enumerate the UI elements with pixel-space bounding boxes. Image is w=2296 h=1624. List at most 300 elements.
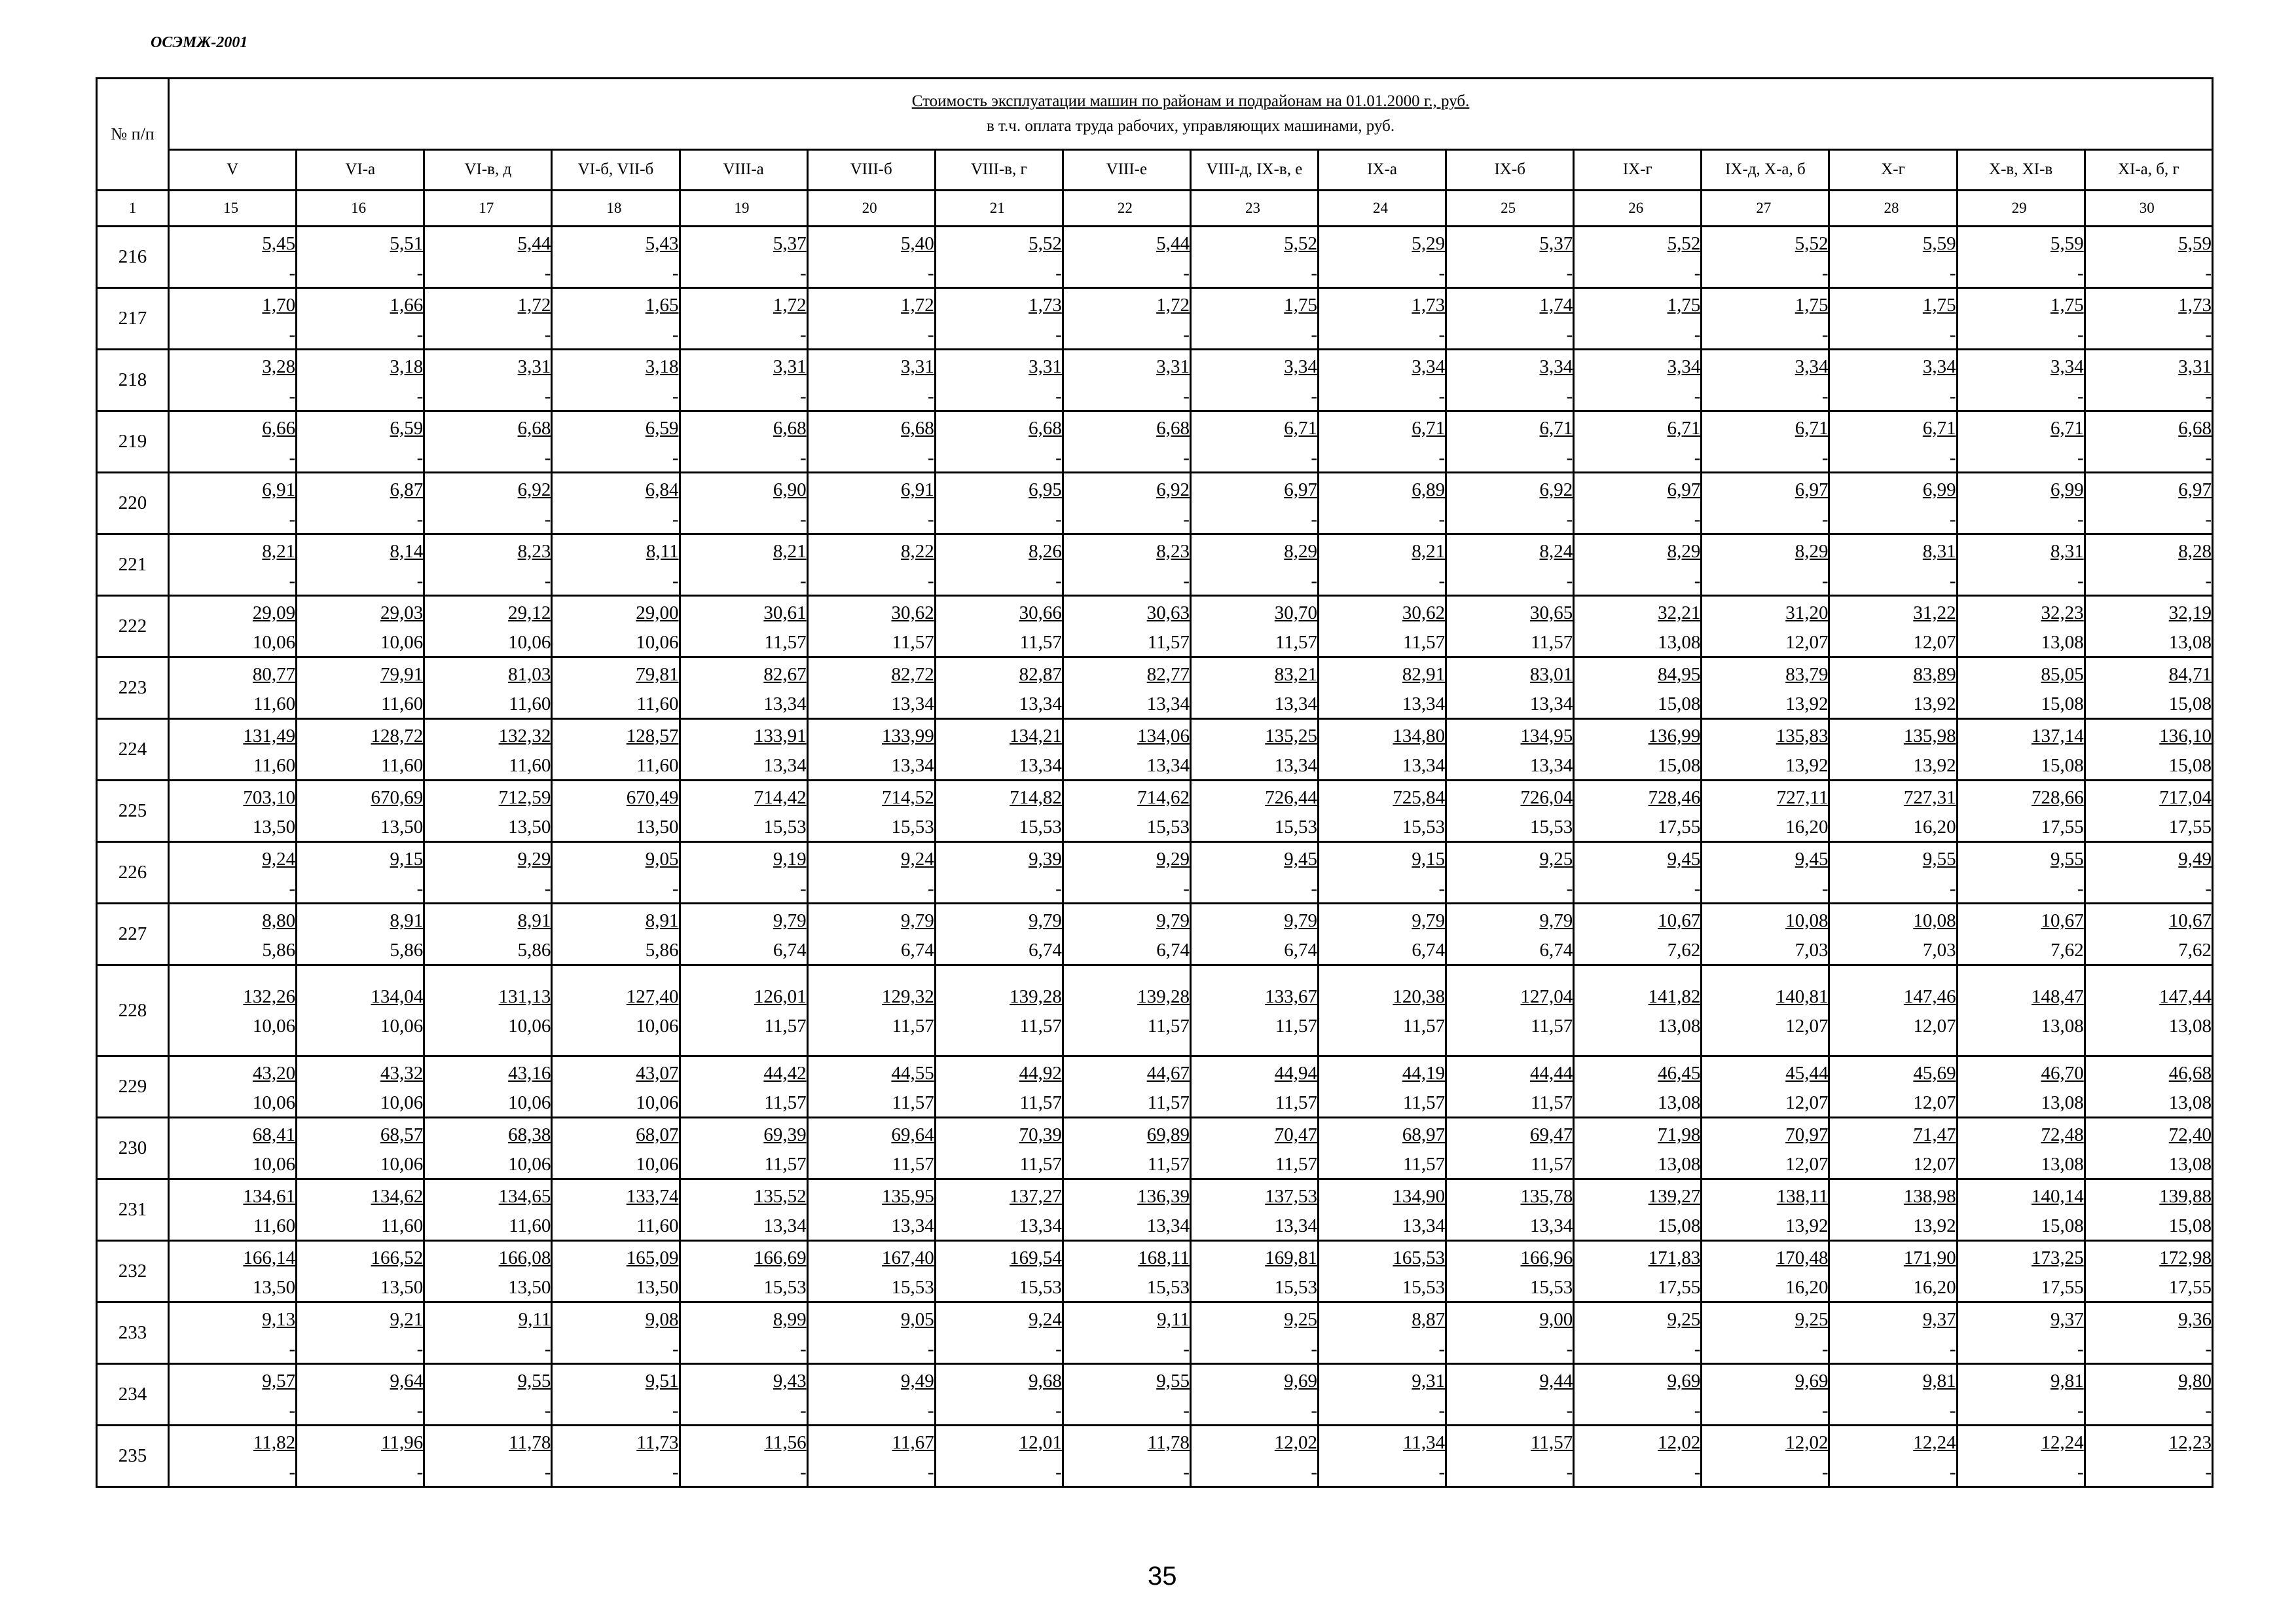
cost-cell (2085, 719, 2212, 781)
cost-cell (680, 1056, 807, 1118)
labor-cost: 13,34 (1019, 693, 1062, 714)
labor-cost: - (2077, 508, 2084, 530)
cost-cell (1574, 350, 1702, 411)
cost-cell (1063, 1241, 1190, 1302)
operation-cost: 3,18 (645, 356, 679, 377)
labor-cost: - (1055, 262, 1062, 284)
labor-cost: 15,53 (1402, 1276, 1446, 1298)
column-index: 17 (424, 191, 552, 227)
row-number: 234 (97, 1364, 169, 1426)
cost-cell (169, 965, 297, 1056)
cost-cell (1574, 1302, 1702, 1364)
cost-cell (1446, 1179, 1574, 1241)
cost-cell (1702, 1056, 1829, 1118)
table-row (97, 1056, 2213, 1118)
labor-cost: - (2077, 570, 2084, 591)
operation-cost: 70,97 (1785, 1124, 1829, 1145)
labor-cost: 11,57 (1275, 631, 1318, 653)
operation-cost: 1,72 (900, 294, 934, 316)
operation-cost: 30,70 (1274, 602, 1318, 623)
labor-cost: - (289, 447, 296, 468)
cost-cell (2085, 965, 2212, 1056)
cost-cell (1574, 411, 1702, 473)
cost-cell (552, 288, 680, 350)
cost-cell (807, 1302, 935, 1364)
table-row (97, 1179, 2213, 1241)
cost-cell (2085, 473, 2212, 534)
labor-cost: 13,34 (1402, 1215, 1446, 1236)
operation-cost: 136,10 (2159, 725, 2212, 747)
operation-cost: 82,87 (1019, 663, 1062, 685)
labor-cost: 6,74 (1539, 939, 1573, 961)
cost-cell (2085, 411, 2212, 473)
cost-cell (552, 411, 680, 473)
operation-cost: 9,69 (1667, 1370, 1701, 1392)
labor-cost: - (1438, 262, 1446, 284)
cost-cell (1063, 1179, 1190, 1241)
operation-cost: 11,78 (509, 1431, 551, 1453)
labor-cost: 11,57 (764, 1016, 807, 1037)
cost-cell (424, 842, 552, 904)
labor-cost: - (289, 262, 296, 284)
cost-cell (935, 781, 1063, 842)
operation-cost: 1,70 (262, 294, 296, 316)
cost-cell (807, 719, 935, 781)
operation-cost: 6,68 (900, 417, 934, 439)
operation-cost: 10,67 (2041, 910, 2084, 931)
operation-cost: 79,91 (380, 663, 424, 685)
cost-cell (1190, 1364, 1318, 1426)
cost-cell (680, 1179, 807, 1241)
cost-cell (1446, 534, 1574, 596)
labor-cost: 13,50 (380, 1276, 424, 1298)
cost-cell (935, 719, 1063, 781)
labor-cost: - (1183, 508, 1190, 530)
labor-cost: - (416, 508, 424, 530)
operation-cost: 5,37 (773, 232, 807, 254)
operation-cost: 43,07 (636, 1062, 679, 1084)
cost-cell (1574, 904, 1702, 965)
cost-cell (807, 288, 935, 350)
cost-cell (1063, 904, 1190, 965)
labor-cost: - (928, 1399, 934, 1421)
operation-cost: 9,79 (1029, 910, 1062, 931)
labor-cost: - (1055, 323, 1062, 345)
labor-cost: 11,57 (1019, 1153, 1062, 1175)
cost-cell (1446, 965, 1574, 1056)
region-header: VIII-д, IX-в, е (1190, 149, 1318, 190)
cost-cell (552, 1179, 680, 1241)
cost-cell (1190, 1118, 1318, 1179)
operation-cost: 30,62 (1402, 602, 1446, 623)
labor-cost: - (928, 1461, 934, 1483)
labor-cost: - (416, 1338, 424, 1359)
labor-cost: - (1438, 385, 1446, 407)
labor-cost: 11,57 (1019, 631, 1062, 653)
cost-cell (1190, 350, 1318, 411)
row-number: 230 (97, 1118, 169, 1179)
cost-cell (2085, 1364, 2212, 1426)
column-index: 15 (169, 191, 297, 227)
labor-cost: 11,57 (1531, 1153, 1573, 1175)
labor-cost: 12,07 (1785, 1153, 1829, 1175)
operation-cost: 3,31 (517, 356, 551, 377)
cost-cell (169, 411, 297, 473)
row-number: 228 (97, 965, 169, 1056)
cost-cell (1957, 1179, 2085, 1241)
labor-cost: 10,06 (508, 1153, 551, 1175)
cost-cell (680, 596, 807, 657)
operation-cost: 12,24 (1913, 1431, 1956, 1453)
operation-cost: 69,89 (1146, 1124, 1190, 1145)
labor-cost: - (799, 570, 807, 591)
operation-cost: 1,75 (1284, 294, 1318, 316)
labor-cost: - (544, 1461, 551, 1483)
labor-cost: - (1566, 1461, 1573, 1483)
operation-cost: 717,04 (2159, 786, 2212, 808)
labor-cost: 13,34 (763, 693, 807, 714)
cost-cell (680, 411, 807, 473)
labor-cost: 11,60 (509, 693, 551, 714)
operation-cost: 135,78 (1520, 1185, 1573, 1207)
labor-cost: 15,53 (763, 1276, 807, 1298)
operation-cost: 9,45 (1284, 848, 1318, 870)
operation-cost: 9,05 (645, 848, 679, 870)
operation-cost: 726,44 (1265, 786, 1318, 808)
cost-cell (297, 1118, 424, 1179)
labor-cost: 13,50 (380, 816, 424, 838)
operation-cost: 9,29 (517, 848, 551, 870)
labor-cost: - (416, 447, 424, 468)
labor-cost: 11,57 (1147, 1092, 1190, 1113)
labor-cost: 13,34 (1402, 754, 1446, 776)
cost-cell (1319, 227, 1446, 288)
operation-cost: 140,14 (2031, 1185, 2084, 1207)
operation-cost: 6,90 (773, 479, 807, 500)
row-number: 232 (97, 1241, 169, 1302)
operation-cost: 714,82 (1010, 786, 1062, 808)
operation-cost: 5,44 (1156, 232, 1190, 254)
labor-cost: 7,62 (1667, 939, 1701, 961)
labor-cost: - (1694, 1461, 1701, 1483)
cost-cell (297, 1302, 424, 1364)
row-number: 224 (97, 719, 169, 781)
operation-cost: 6,71 (1795, 417, 1829, 439)
cost-cell (424, 1118, 552, 1179)
operation-cost: 9,24 (900, 848, 934, 870)
cost-cell (680, 1302, 807, 1364)
operation-cost: 6,68 (1029, 417, 1062, 439)
cost-cell (1319, 1364, 1446, 1426)
labor-cost: - (2205, 877, 2212, 899)
labor-cost: - (1055, 877, 1062, 899)
operation-cost: 8,31 (1922, 540, 1956, 562)
cost-cell (1319, 904, 1446, 965)
labor-cost: 13,50 (636, 1276, 679, 1298)
operation-cost: 11,57 (1531, 1431, 1573, 1453)
operation-cost: 8,21 (1412, 540, 1446, 562)
cost-cell (1702, 596, 1829, 657)
labor-cost: - (416, 262, 424, 284)
operation-cost: 3,31 (1156, 356, 1190, 377)
operation-cost: 6,71 (1667, 417, 1701, 439)
cost-cell (424, 1426, 552, 1487)
cost-cell (1190, 473, 1318, 534)
labor-cost: 12,07 (1913, 1153, 1956, 1175)
title-row (97, 79, 2213, 150)
operation-cost: 9,81 (2050, 1370, 2084, 1392)
labor-cost: - (289, 877, 296, 899)
operation-cost: 9,31 (1412, 1370, 1446, 1392)
operation-cost: 44,55 (891, 1062, 934, 1084)
cost-cell (297, 1179, 424, 1241)
cost-cell (169, 1179, 297, 1241)
labor-cost: - (416, 385, 424, 407)
operation-cost: 171,90 (1903, 1247, 1956, 1268)
labor-cost: 16,20 (1913, 816, 1956, 838)
operation-cost: 8,21 (773, 540, 807, 562)
cost-cell (1190, 965, 1318, 1056)
operation-cost: 9,29 (1156, 848, 1190, 870)
cost-cell (1190, 842, 1318, 904)
labor-cost: 13,08 (1658, 1016, 1701, 1037)
operation-cost: 8,29 (1284, 540, 1318, 562)
cost-cell (1829, 657, 1957, 719)
cost-cell (1319, 657, 1446, 719)
operation-cost: 727,31 (1903, 786, 1956, 808)
cost-cell (807, 842, 935, 904)
cost-cell (680, 288, 807, 350)
operation-cost: 83,79 (1785, 663, 1829, 685)
labor-cost: 7,03 (1922, 939, 1956, 961)
operation-cost: 3,34 (1922, 356, 1956, 377)
operation-cost: 9,37 (2050, 1308, 2084, 1330)
operation-cost: 127,04 (1520, 986, 1573, 1007)
cost-cell (169, 842, 297, 904)
labor-cost: - (1183, 1399, 1190, 1421)
cost-cell (1574, 473, 1702, 534)
cost-cell (552, 350, 680, 411)
operation-cost: 1,75 (2050, 294, 2084, 316)
cost-cell (1574, 842, 1702, 904)
operation-cost: 32,23 (2041, 602, 2084, 623)
cost-cell (1829, 473, 1957, 534)
operation-cost: 127,40 (626, 986, 679, 1007)
cost-cell (1063, 227, 1190, 288)
table-title-line2: в т.ч. оплата труда рабочих, управляющих машинами, руб. (986, 117, 1395, 135)
cost-cell (1702, 411, 1829, 473)
cost-cell (807, 904, 935, 965)
cost-cell (169, 657, 297, 719)
labor-cost: - (416, 877, 424, 899)
operation-cost: 9,45 (1667, 848, 1701, 870)
cost-cell (1063, 1302, 1190, 1364)
labor-cost: 10,06 (252, 631, 296, 653)
labor-cost: - (1566, 1399, 1573, 1421)
operation-cost: 9,55 (517, 1370, 551, 1392)
cost-cell (680, 534, 807, 596)
cost-cell (297, 1426, 424, 1487)
labor-cost: - (416, 323, 424, 345)
operation-cost: 9,57 (262, 1370, 296, 1392)
table-row (97, 227, 2213, 288)
cost-cell (1957, 1302, 2085, 1364)
operation-cost: 84,71 (2168, 663, 2212, 685)
cost-cell (552, 227, 680, 288)
cost-cell (297, 1056, 424, 1118)
operation-cost: 6,71 (1284, 417, 1318, 439)
operation-cost: 148,47 (2031, 986, 2084, 1007)
labor-cost: - (1183, 877, 1190, 899)
labor-cost: - (1949, 1338, 1956, 1359)
labor-cost: - (1183, 385, 1190, 407)
cost-cell (169, 781, 297, 842)
cost-cell (1702, 1364, 1829, 1426)
cost-cell (1063, 411, 1190, 473)
labor-cost: 13,08 (2168, 1092, 2212, 1113)
labor-cost: 13,34 (1146, 693, 1190, 714)
labor-cost: - (1055, 447, 1062, 468)
cost-cell (807, 781, 935, 842)
operation-cost: 9,15 (1412, 848, 1446, 870)
cost-cell (807, 596, 935, 657)
operation-cost: 9,80 (2178, 1370, 2212, 1392)
operation-cost: 44,67 (1146, 1062, 1190, 1084)
cost-cell (1319, 781, 1446, 842)
labor-cost: 16,20 (1785, 816, 1829, 838)
cost-cell (1829, 1241, 1957, 1302)
cost-cell (1446, 904, 1574, 965)
operation-cost: 9,24 (1029, 1308, 1062, 1330)
cost-cell (1319, 1241, 1446, 1302)
operation-cost: 11,56 (764, 1431, 807, 1453)
cost-cell (1319, 1118, 1446, 1179)
labor-cost: 10,06 (636, 631, 679, 653)
cost-cell (1574, 1364, 1702, 1426)
operation-cost: 9,79 (900, 910, 934, 931)
operation-cost: 133,91 (754, 725, 807, 747)
labor-cost: - (1694, 262, 1701, 284)
cost-cell (1446, 473, 1574, 534)
labor-cost: - (672, 385, 679, 407)
operation-cost: 3,28 (262, 356, 296, 377)
cost-cell (1574, 227, 1702, 288)
labor-cost: - (1183, 1338, 1190, 1359)
operation-cost: 8,99 (773, 1308, 807, 1330)
operation-cost: 5,45 (262, 232, 296, 254)
cost-cell (1319, 534, 1446, 596)
cost-cell (1829, 904, 1957, 965)
region-header: VIII-а (680, 149, 807, 190)
operation-cost: 5,59 (2050, 232, 2084, 254)
operation-cost: 166,96 (1520, 1247, 1573, 1268)
cost-cell (552, 596, 680, 657)
labor-cost: 15,08 (1658, 1215, 1701, 1236)
operation-cost: 5,52 (1029, 232, 1062, 254)
cost-cell (935, 1302, 1063, 1364)
operation-cost: 5,59 (1922, 232, 1956, 254)
cost-cell (1190, 288, 1318, 350)
labor-cost: - (1311, 1399, 1318, 1421)
cost-cell (1957, 473, 2085, 534)
cost-cell (552, 1056, 680, 1118)
operation-cost: 69,39 (763, 1124, 807, 1145)
labor-cost: - (1055, 1461, 1062, 1483)
labor-cost: 13,50 (636, 816, 679, 838)
labor-cost: - (928, 570, 934, 591)
table-row (97, 657, 2213, 719)
labor-cost: - (1055, 385, 1062, 407)
cost-cell (297, 965, 424, 1056)
cost-cell (1702, 1426, 1829, 1487)
operation-cost: 9,25 (1795, 1308, 1829, 1330)
labor-cost: - (1311, 323, 1318, 345)
cost-cell (552, 781, 680, 842)
cost-cell (1829, 534, 1957, 596)
labor-cost: - (1055, 1338, 1062, 1359)
operation-cost: 43,20 (252, 1062, 296, 1084)
labor-cost: - (544, 1338, 551, 1359)
labor-cost: - (289, 1399, 296, 1421)
cost-cell (169, 1302, 297, 1364)
labor-cost: 15,53 (763, 816, 807, 838)
labor-cost: - (289, 508, 296, 530)
cost-cell (297, 904, 424, 965)
operation-cost: 138,11 (1776, 1185, 1829, 1207)
operation-cost: 8,31 (2050, 540, 2084, 562)
cost-cell (297, 842, 424, 904)
operation-cost: 68,07 (636, 1124, 679, 1145)
operation-cost: 10,08 (1913, 910, 1956, 931)
cost-cell (2085, 1426, 2212, 1487)
labor-cost: - (799, 447, 807, 468)
labor-cost: - (2205, 262, 2212, 284)
labor-cost: 15,08 (1658, 693, 1701, 714)
table-row (97, 411, 2213, 473)
labor-cost: - (1566, 323, 1573, 345)
cost-cell (680, 1364, 807, 1426)
labor-cost: - (928, 447, 934, 468)
cost-cell (1829, 965, 1957, 1056)
operation-cost: 30,65 (1530, 602, 1573, 623)
cost-cell (1446, 1302, 1574, 1364)
cost-cell (1319, 596, 1446, 657)
labor-cost: 11,60 (636, 754, 679, 776)
labor-cost: - (1311, 1461, 1318, 1483)
operation-cost: 169,81 (1265, 1247, 1318, 1268)
column-index: 27 (1702, 191, 1829, 227)
labor-cost: 13,92 (1785, 1215, 1829, 1236)
operation-cost: 9,00 (1539, 1308, 1573, 1330)
cost-cell (935, 842, 1063, 904)
operation-cost: 68,97 (1402, 1124, 1446, 1145)
operation-cost: 133,74 (626, 1185, 679, 1207)
cost-cell (1702, 1179, 1829, 1241)
row-number: 233 (97, 1302, 169, 1364)
cost-cell (1063, 473, 1190, 534)
cost-cell (1957, 350, 2085, 411)
row-number: 217 (97, 288, 169, 350)
labor-cost: - (2077, 447, 2084, 468)
cost-cell (424, 1302, 552, 1364)
labor-cost: - (672, 508, 679, 530)
cost-cell (169, 288, 297, 350)
labor-cost: 17,55 (2168, 816, 2212, 838)
cost-cell (1190, 719, 1318, 781)
cost-cell (1319, 1302, 1446, 1364)
column-index: 16 (297, 191, 424, 227)
table-row (97, 596, 2213, 657)
